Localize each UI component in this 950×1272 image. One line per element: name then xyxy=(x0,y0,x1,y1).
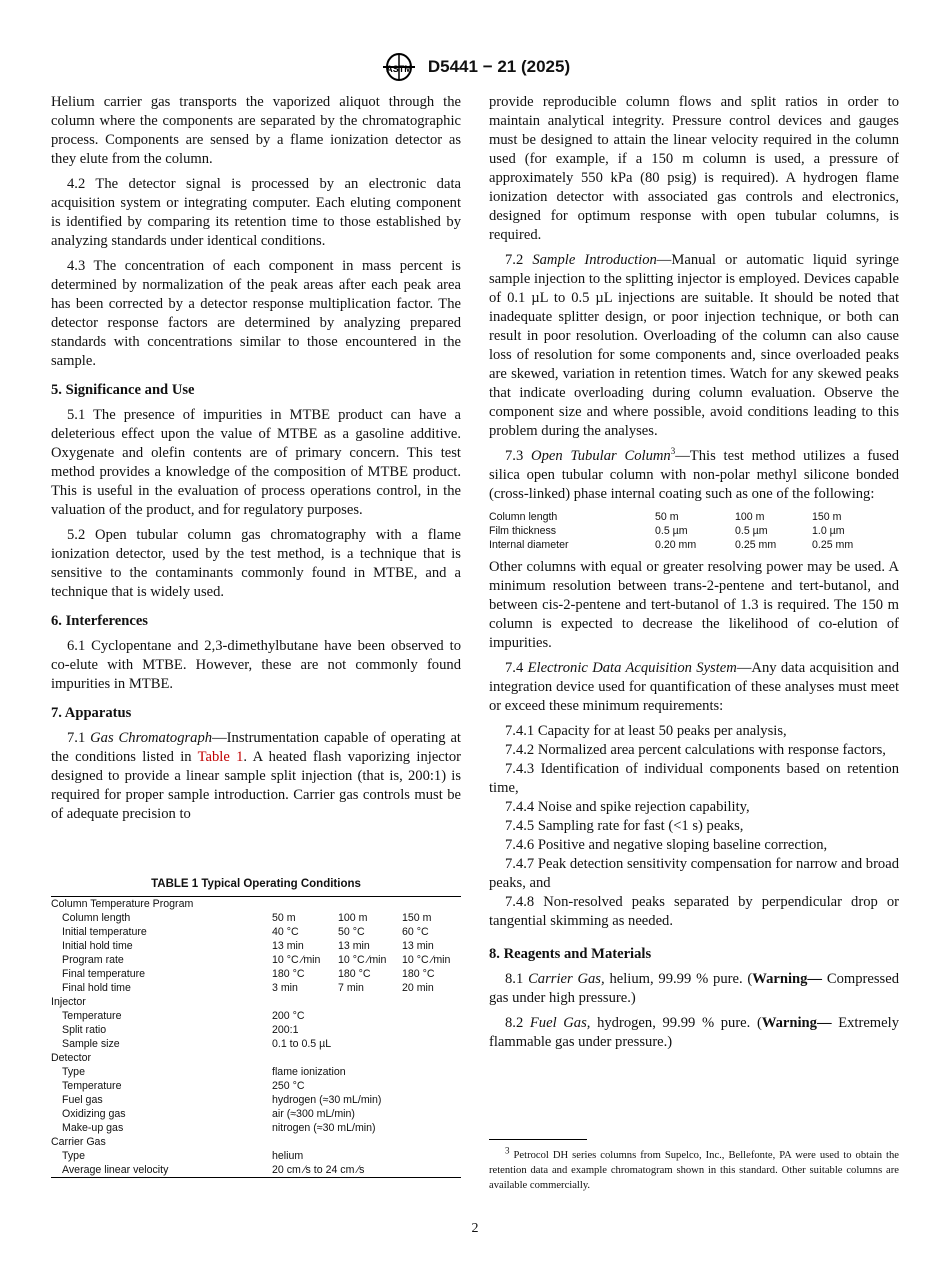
table-cell: 0.1 to 0.5 µL xyxy=(272,1038,332,1050)
page-number: 2 xyxy=(471,1221,479,1236)
table-cell: 250 °C xyxy=(272,1080,305,1092)
table-cell: helium xyxy=(272,1150,304,1162)
table-cell xyxy=(272,995,338,1009)
table-row-label: Carrier Gas xyxy=(51,1136,106,1148)
page-header xyxy=(0,52,950,82)
paragraph-text: Extremely flammable gas under pressure.) xyxy=(489,1015,899,1050)
paragraph-6-1: 6.1 Cyclopentane and 2,3-dimethylbutane have been observed to co-elute with MTBE. However, these are not commonly found impurities in MTBE. xyxy=(51,638,461,692)
table-row xyxy=(51,1093,461,1107)
requirements-list xyxy=(489,722,899,931)
table-row-label: Column Temperature Program xyxy=(51,898,194,910)
paragraph-7-3 xyxy=(489,447,899,504)
table-row xyxy=(51,1065,461,1079)
right-column xyxy=(489,93,899,1058)
list-item: 7.4.8 Non-resolved peaks separated by perpendicular drop or tangential skimming as needed. xyxy=(489,894,899,929)
table-row xyxy=(51,1121,461,1135)
column-spec-label: Film thickness xyxy=(489,525,557,537)
table-row xyxy=(51,925,461,939)
list-item: 7.4.7 Peak detection sensitivity compensation for narrow and broad peaks, and xyxy=(489,856,899,891)
section-heading-8: 8. Reagents and Materials xyxy=(489,946,652,962)
table-row xyxy=(51,1149,461,1163)
table-cell xyxy=(338,1135,402,1149)
paragraph-text: —Instrumentation capable of operating at the conditions listed in xyxy=(51,730,461,765)
column-spec-row xyxy=(489,538,899,552)
footnote xyxy=(489,1139,899,1193)
paragraph-number: 7.4 xyxy=(505,660,524,676)
column-spec-value: 0.5 µm xyxy=(735,525,768,537)
paragraph-title: Open Tubular Column xyxy=(531,448,671,464)
table-row-label: Type xyxy=(62,1150,85,1162)
section-heading-6: 6. Interferences xyxy=(51,613,148,629)
table-row xyxy=(51,981,461,995)
paragraph-7-4 xyxy=(489,659,899,716)
table-row xyxy=(51,953,461,967)
table-row-label: Injector xyxy=(51,996,86,1008)
operating-conditions-table xyxy=(51,896,461,1178)
paragraph-text: . A heated flash vaporizing injector designed to provide a linear sample split injection (that is, 200:1) is required for proper sample introduction. Carrier gas controls must be of adequate precision to xyxy=(51,749,461,822)
column-spec-label: Column length xyxy=(489,511,558,523)
left-column xyxy=(51,93,461,830)
table-row-label: Make-up gas xyxy=(62,1122,124,1134)
list-item: 7.4.6 Positive and negative sloping baseline correction, xyxy=(505,837,828,853)
table-cell: 20 min xyxy=(402,982,434,994)
table-cell: 200 °C xyxy=(272,1010,305,1022)
paragraph-7-1-continued: provide reproducible column flows and split ratios in order to maintain analytical integrity. Pressure control devices and gauges must be designed to attain the linear velocity required in the column used (for example, if a 150 m column is used, a pressure of approximately 550 kPa (80 psig) is required). A hydrogen flame ionization detector with associated gas controls and electronics, designed for optimum response with open tubular columns, is required. xyxy=(489,94,899,243)
table-row-label: Average linear velocity xyxy=(62,1164,169,1176)
paragraph-title: Fuel Gas, xyxy=(529,1015,591,1031)
table-1 xyxy=(51,878,461,1178)
table-row-label: Split ratio xyxy=(62,1024,107,1036)
column-spec-value: 1.0 µm xyxy=(812,525,845,537)
column-spec-value: 150 m xyxy=(812,511,842,523)
list-item: 7.4.1 Capacity for at least 50 peaks per analysis, xyxy=(505,723,787,739)
table-row xyxy=(51,1079,461,1093)
column-spec-label: Internal diameter xyxy=(489,539,569,551)
table-row-label: Detector xyxy=(51,1052,92,1064)
footnote-body: Petrocol DH series columns from Supelco, Inc., Bellefonte, PA were used to obtain the retention data and example chromatogram shown in this standard. Other suitable columns are available commercially. xyxy=(489,1150,900,1191)
table-row-label: Program rate xyxy=(62,954,124,966)
paragraph-4-2: 4.2 The detector signal is processed by an electronic data acquisition system or integrating computer. Each eluting component is identified by comparing its retention time to those established by analyzing standards under identical conditions. xyxy=(51,176,461,249)
table-row xyxy=(51,1023,461,1037)
section-heading-5: 5. Significance and Use xyxy=(51,382,195,398)
paragraph-number: 7.1 xyxy=(67,730,86,746)
table-row-label: Initial hold time xyxy=(62,940,133,952)
column-spec-row xyxy=(489,510,899,524)
paragraph-number: 8.2 xyxy=(505,1015,524,1031)
table-cell: 20 cm ⁄s to 24 cm ⁄s xyxy=(272,1164,365,1176)
table-row xyxy=(51,967,461,981)
paragraph-4-1-continued: Helium carrier gas transports the vaporized aliquot through the column where the components are separated by the chromatographic process. Components are sensed by a flame ionization detector as they elute from the column. xyxy=(51,94,461,167)
column-spec-value: 0.5 µm xyxy=(655,525,688,537)
column-spec-value: 50 m xyxy=(655,511,679,523)
paragraph-text: hydrogen, 99.99 % pure. ( xyxy=(590,1015,762,1031)
paragraph-title: Carrier Gas, xyxy=(528,971,605,987)
table-cell: hydrogen (≈30 mL/min) xyxy=(272,1094,382,1106)
table-row-label: Temperature xyxy=(62,1080,122,1092)
footnote-marker[interactable]: 3 xyxy=(670,446,676,457)
table-cell xyxy=(402,1051,461,1065)
paragraph-5-2: 5.2 Open tubular column gas chromatography with a flame ionization detector, used by the test method, is a technique that is sensitive to the contaminants commonly found in MTBE, and a technique that is widely used. xyxy=(51,527,461,600)
table-cell xyxy=(402,1135,461,1149)
column-spec-row xyxy=(489,524,899,538)
paragraph-4-3: 4.3 The concentration of each component in mass percent is determined by normalization of the peak areas after each peak area has been corrected by a detector response multiplication factor. The detector response factors are determined by analyzing prepared standards with concentrations similar to those encountered in the sample. xyxy=(51,258,461,369)
table-cell xyxy=(272,1051,338,1065)
table-row xyxy=(51,1009,461,1023)
table-cell: 100 m xyxy=(338,912,368,924)
table-row xyxy=(51,939,461,953)
column-specifications xyxy=(489,510,899,552)
table-row-label: Oxidizing gas xyxy=(62,1108,126,1120)
table-cell: 10 °C ⁄min xyxy=(402,954,451,966)
paragraph-text: —Manual or automatic liquid syringe sample injection to the splitting injector is employed. Devices capable of 0.1 µL to 0.5 µL injections are suitable. It should be noted that inadequate splitter design, or poor injection technique, or both can result in poor resolution. Overloading of the column can also cause loss of resolution for some components and, since overloaded peaks are skewed, variation in retention times. Watch for any skewed peaks that indicate overloading during column evaluation. Observe the component size and where possible, avoid conditions leading to this problem during the analyses. xyxy=(489,252,899,439)
table-row xyxy=(51,1163,461,1178)
table-cell: 13 min xyxy=(402,940,434,952)
footnote-rule xyxy=(489,1139,587,1140)
paragraph-number: 7.2 xyxy=(505,252,524,268)
column-spec-value: 0.25 mm xyxy=(812,539,854,551)
table-cell: flame ionization xyxy=(272,1066,346,1078)
table-row xyxy=(51,897,461,912)
table-cell xyxy=(338,1051,402,1065)
table-row-label: Fuel gas xyxy=(62,1094,103,1106)
paragraph-number: 8.1 xyxy=(505,971,524,987)
table-cell: 40 °C xyxy=(272,926,299,938)
section-heading-7: 7. Apparatus xyxy=(51,705,132,721)
paragraph-title: Gas Chromatograph xyxy=(90,730,213,746)
table-row xyxy=(51,1051,461,1065)
paragraph-title: Sample Introduction xyxy=(532,252,657,268)
table-row-label: Sample size xyxy=(62,1038,120,1050)
paragraph-text: helium, 99.99 % pure. ( xyxy=(604,971,753,987)
table-cell: nitrogen (≈30 mL/min) xyxy=(272,1122,376,1134)
table-row-label: Final temperature xyxy=(62,968,146,980)
table-cell: 60 °C xyxy=(402,926,429,938)
paragraph-7-1 xyxy=(51,729,461,824)
table-row-label: Type xyxy=(62,1066,85,1078)
column-spec-value: 0.25 mm xyxy=(735,539,777,551)
table-cell: 50 m xyxy=(272,912,296,924)
table-row xyxy=(51,1135,461,1149)
paragraph-text: —This test method utilizes a fused silica open tubular column with non-polar methyl silicone bonded (cross-linked) phase internal coating such as one of the following: xyxy=(489,448,899,502)
table-cell xyxy=(338,897,402,912)
list-item: 7.4.2 Normalized area percent calculations with response factors, xyxy=(505,742,886,758)
column-spec-value: 100 m xyxy=(735,511,765,523)
table-cell: 180 °C xyxy=(338,968,371,980)
table-cell: 180 °C xyxy=(272,968,305,980)
paragraph-text: Compressed gas under high pressure.) xyxy=(489,971,899,1006)
table-row-label: Initial temperature xyxy=(62,926,147,938)
paragraph-other-columns: Other columns with equal or greater resolving power may be used. A minimum resolution between trans-2-pentene and tert-butanol, and between cis-2-pentene and tert-butanol of 1.3 is required. The 150 m column is expected to decrease the likelihood of co-elution of impurities. xyxy=(489,559,899,651)
table-row xyxy=(51,1037,461,1051)
list-item: 7.4.3 Identification of individual components based on retention time, xyxy=(489,761,899,796)
table-cell xyxy=(402,897,461,912)
table-row xyxy=(51,1107,461,1121)
paragraph-text: —Any data acquisition and integration device used for quantification of these analyses must meet or exceed these minimum requirements: xyxy=(489,660,899,714)
astm-logo-icon xyxy=(380,52,418,82)
table-cell xyxy=(402,995,461,1009)
warning-label: Warning— xyxy=(752,971,823,987)
table-row-label: Column length xyxy=(62,912,131,924)
table-cell xyxy=(338,995,402,1009)
table-cell: 200:1 xyxy=(272,1024,299,1036)
table-cell: 150 m xyxy=(402,912,432,924)
document-designation: D5441 − 21 (2025) xyxy=(427,57,571,76)
table-row-label: Temperature xyxy=(62,1010,122,1022)
table-cell: 3 min xyxy=(272,982,298,994)
table-row-label: Final hold time xyxy=(62,982,131,994)
list-item: 7.4.5 Sampling rate for fast (<1 s) peaks, xyxy=(505,818,744,834)
warning-label: Warning— xyxy=(761,1015,832,1031)
table-cell xyxy=(272,897,338,912)
table-cell: 50 °C xyxy=(338,926,365,938)
paragraph-7-2 xyxy=(489,251,899,441)
footnote-mark: 3 xyxy=(505,1145,510,1156)
table-cell: 7 min xyxy=(338,982,364,994)
table-cell xyxy=(272,1135,338,1149)
paragraph-title: Electronic Data Acquisition System xyxy=(527,660,737,676)
table-cell: 10 °C ⁄min xyxy=(338,954,387,966)
table-cell: 13 min xyxy=(272,940,304,952)
table-1-link[interactable]: Table 1 xyxy=(197,749,244,765)
table-row xyxy=(51,911,461,925)
table-row xyxy=(51,995,461,1009)
column-spec-value: 0.20 mm xyxy=(655,539,697,551)
table-cell: 13 min xyxy=(338,940,370,952)
list-item: 7.4.4 Noise and spike rejection capability, xyxy=(505,799,750,815)
paragraph-5-1: 5.1 The presence of impurities in MTBE product can have a deleterious effect upon the value of MTBE as a gasoline additive. Oxygenate and olefin contents are of primary concern. This test method provides a knowledge of the composition of MTBE product. This is useful in the evaluation of process operations control, in the valuation of the product, and for regulatory purposes. xyxy=(51,407,461,518)
table-cell: 180 °C xyxy=(402,968,435,980)
paragraph-number: 7.3 xyxy=(505,448,524,464)
table-caption: TABLE 1 Typical Operating Conditions xyxy=(151,878,361,890)
paragraph-8-2 xyxy=(489,1014,899,1052)
table-cell: 10 °C ⁄min xyxy=(272,954,321,966)
table-cell: air (≈300 mL/min) xyxy=(272,1108,355,1120)
footnote-text xyxy=(489,1145,900,1193)
paragraph-8-1 xyxy=(489,970,899,1008)
svg-text:ASTM: ASTM xyxy=(386,64,412,74)
